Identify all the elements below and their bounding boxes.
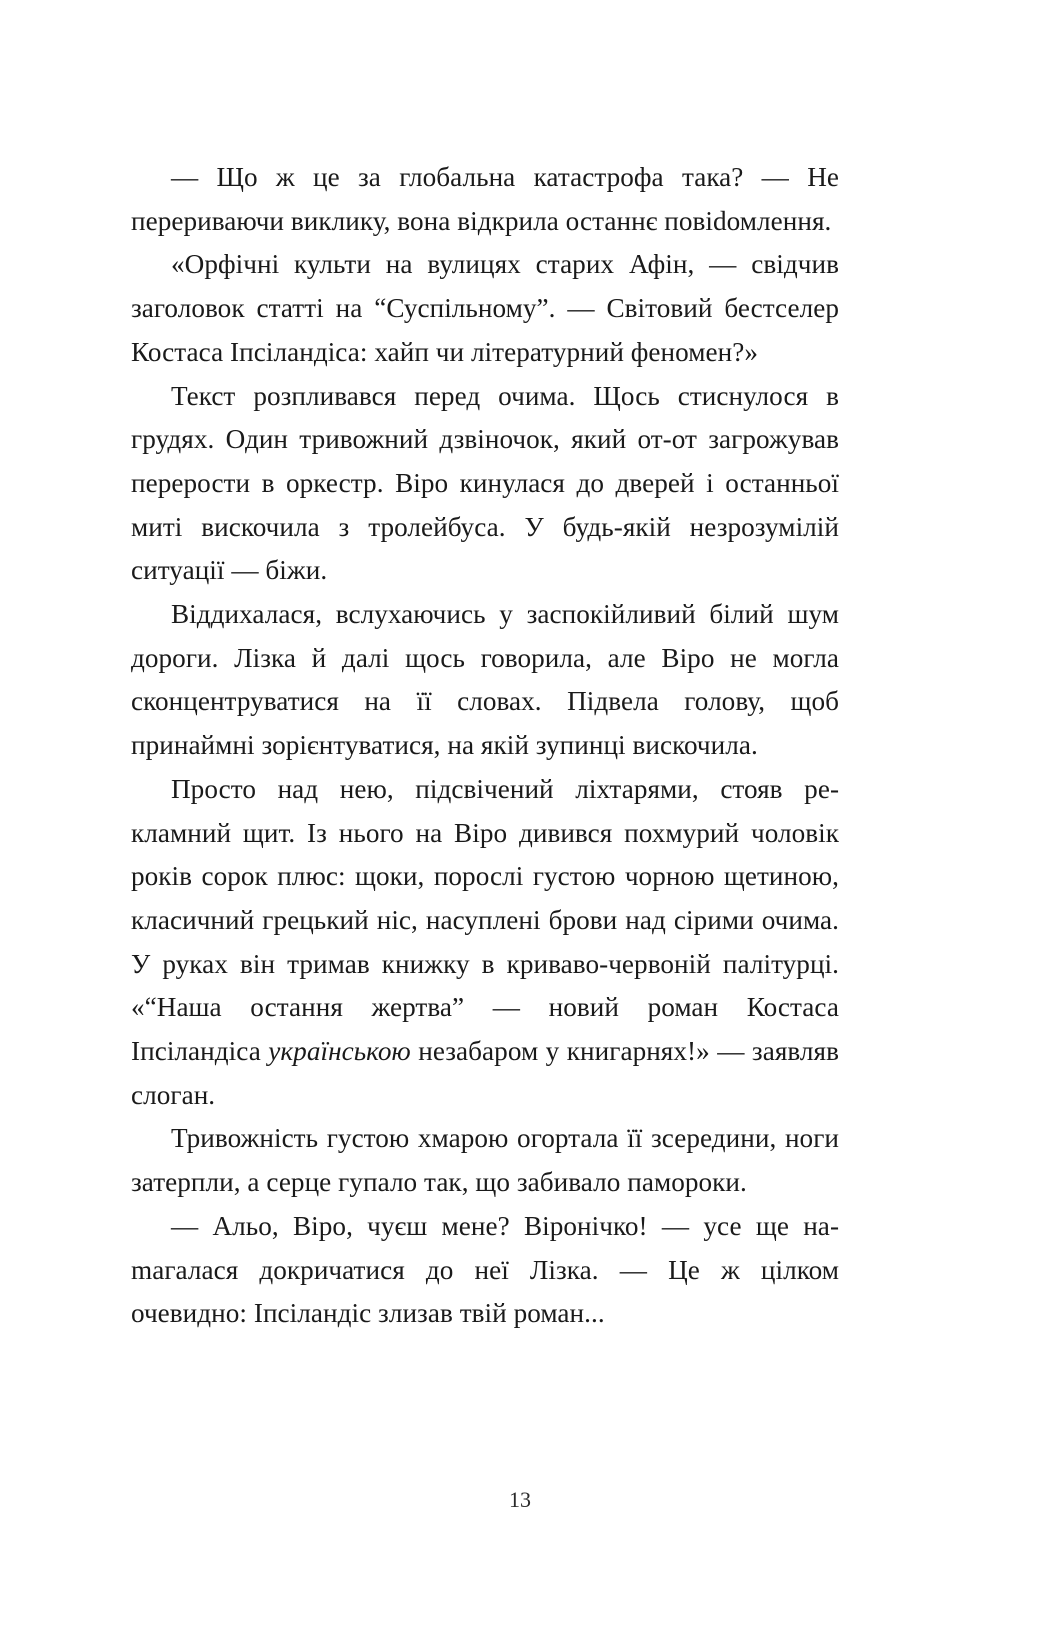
paragraph-5-part-2: незабаром у книгарнях!» — заявляв слоган. [131, 1036, 839, 1110]
paragraph-7: — Альо, Віро, чуєш мене? Віронічко! — усе ще наmагалася докричатися до неї Лізка. — Це ж цілком очевидно: Іпсіландіс злизав твій роман... [131, 1210, 839, 1329]
paragraph-5-italic-word: українською [268, 1036, 411, 1067]
page-number: 13 [509, 1487, 531, 1512]
paragraph-2: «Орфічні культи на вулицях старих Афін, — свідчив заголовок статті на “Суспільному”. — Світовий бестселер Костаса Іпсіландіса: хайп чи літературний феномен?» [131, 249, 839, 367]
paragraph-3: Текст розпливався перед очима. Щось стиснулося в грудях. Один тривожний дзвіночок, який от-от загрожував перерости в оркестр. Віро кинулася до дверей і останньої миті вискочила з тролейбуса. У будь-якій незрозумілій ситуації — біжи. [131, 380, 839, 586]
paragraph-5-part-1: Просто над нею, підсвічений ліхтарями, стояв рекламний щит. Із нього на Віро дивився похмурий чоловік років сорок плюс: щоки, порослі густою чорною щетиною, класичний грецький ніс, насуплені брови над сірими очима. У руках він тримав книжку в криваво-червоній палітурці. «“Наша остання жертва” — новий роман Костаса Іпсіландіса [131, 773, 839, 1067]
paragraph-1: — Що ж це за глобальна катастрофа така? — Не перериваючи виклику, вона відкрила останнє повіdомлення. [131, 162, 839, 236]
paragraph-6: Тривожність густою хмарою огортала її зсередини, ноги затерпли, а серце гупало так, що забивало памороки. [131, 1123, 839, 1198]
page-text-block [131, 156, 839, 1336]
paragraph-4: Віддихалася, вслухаючись у заспокійливий білий шум дороги. Лізка й далі щось говорила, але Віро не могла сконцентруватися на її словах. Підвела голову, щоб принаймні зорієнтуватися, на якій зупинці вискочила. [131, 599, 839, 761]
paragraph-5 [131, 768, 839, 1118]
